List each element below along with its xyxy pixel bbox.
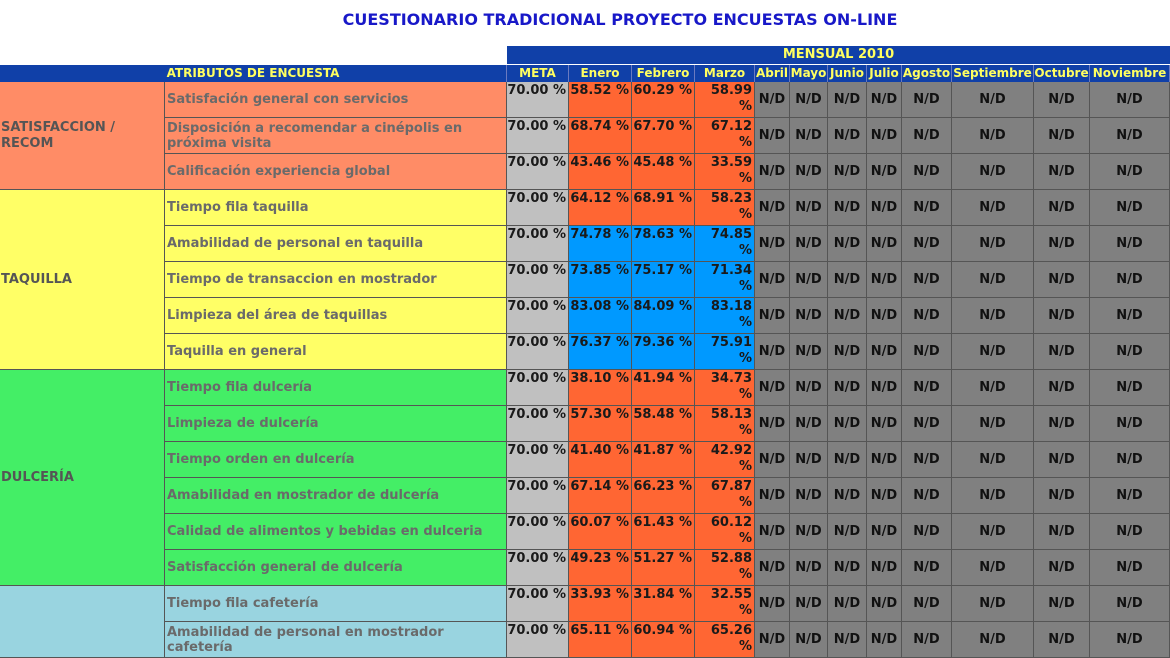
no-data-cell: N/D bbox=[828, 118, 867, 154]
no-data-cell: N/D bbox=[1034, 442, 1090, 478]
attribute-cell: Tiempo fila dulcería bbox=[165, 370, 507, 406]
no-data-cell: N/D bbox=[952, 406, 1034, 442]
month-value-cell: 61.43 % bbox=[632, 514, 695, 550]
no-data-cell: N/D bbox=[1034, 550, 1090, 586]
month-value-cell: 41.40 % bbox=[569, 442, 632, 478]
month-value-cell: 33.59 % bbox=[695, 154, 755, 190]
no-data-cell: N/D bbox=[1090, 442, 1170, 478]
no-data-cell: N/D bbox=[755, 406, 790, 442]
month-value-cell: 76.37 % bbox=[569, 334, 632, 370]
no-data-cell: N/D bbox=[1034, 298, 1090, 334]
no-data-cell: N/D bbox=[867, 262, 902, 298]
meta-value-cell: 70.00 % bbox=[507, 334, 569, 370]
no-data-cell: N/D bbox=[755, 82, 790, 118]
month-value-cell: 83.18 % bbox=[695, 298, 755, 334]
month-value-cell: 38.10 % bbox=[569, 370, 632, 406]
month-value-cell: 58.13 % bbox=[695, 406, 755, 442]
no-data-cell: N/D bbox=[828, 262, 867, 298]
header-month-5: Mayo bbox=[790, 66, 827, 80]
no-data-cell: N/D bbox=[828, 334, 867, 370]
no-data-cell: N/D bbox=[952, 334, 1034, 370]
no-data-cell: N/D bbox=[1034, 478, 1090, 514]
no-data-cell: N/D bbox=[902, 406, 952, 442]
meta-value-cell: 70.00 % bbox=[507, 154, 569, 190]
month-value-cell: 78.63 % bbox=[632, 226, 695, 262]
no-data-cell: N/D bbox=[902, 154, 952, 190]
no-data-cell: N/D bbox=[790, 298, 828, 334]
header-month-11: Noviembre bbox=[1090, 65, 1170, 82]
category-cell: SATISFACCION / RECOM bbox=[0, 82, 165, 190]
no-data-cell: N/D bbox=[902, 478, 952, 514]
meta-value-cell: 70.00 % bbox=[507, 622, 569, 658]
header-month-6: Junio bbox=[828, 65, 867, 82]
no-data-cell: N/D bbox=[828, 478, 867, 514]
attribute-cell: Limpieza de dulcería bbox=[165, 406, 507, 442]
header-month-1: Enero bbox=[569, 65, 632, 82]
no-data-cell: N/D bbox=[867, 190, 902, 226]
no-data-cell: N/D bbox=[828, 226, 867, 262]
no-data-cell: N/D bbox=[1090, 82, 1170, 118]
month-value-cell: 58.99 % bbox=[695, 82, 755, 118]
month-value-cell: 58.48 % bbox=[632, 406, 695, 442]
month-value-cell: 33.93 % bbox=[569, 586, 632, 622]
no-data-cell: N/D bbox=[755, 190, 790, 226]
no-data-cell: N/D bbox=[1034, 118, 1090, 154]
no-data-cell: N/D bbox=[828, 154, 867, 190]
no-data-cell: N/D bbox=[902, 262, 952, 298]
no-data-cell: N/D bbox=[828, 370, 867, 406]
no-data-cell: N/D bbox=[952, 154, 1034, 190]
no-data-cell: N/D bbox=[902, 226, 952, 262]
no-data-cell: N/D bbox=[867, 406, 902, 442]
month-value-cell: 68.91 % bbox=[632, 190, 695, 226]
no-data-cell: N/D bbox=[952, 226, 1034, 262]
no-data-cell: N/D bbox=[790, 370, 828, 406]
no-data-cell: N/D bbox=[755, 442, 790, 478]
attribute-cell: Satisfación general con servicios bbox=[165, 82, 507, 118]
no-data-cell: N/D bbox=[902, 118, 952, 154]
month-value-cell: 43.46 % bbox=[569, 154, 632, 190]
attribute-cell: Amabilidad de personal en taquilla bbox=[165, 226, 507, 262]
no-data-cell: N/D bbox=[1090, 406, 1170, 442]
no-data-cell: N/D bbox=[828, 550, 867, 586]
page-title: CUESTIONARIO TRADICIONAL PROYECTO ENCUESTAS ON-LINE bbox=[342, 10, 898, 29]
header-month-8: Agosto bbox=[902, 66, 951, 80]
no-data-cell: N/D bbox=[902, 370, 952, 406]
attribute-cell: Calificación experiencia global bbox=[165, 154, 507, 190]
no-data-cell: N/D bbox=[1090, 622, 1170, 658]
no-data-cell: N/D bbox=[755, 550, 790, 586]
no-data-cell: N/D bbox=[790, 550, 828, 586]
category-cell bbox=[0, 586, 165, 658]
month-value-cell: 42.92 % bbox=[695, 442, 755, 478]
no-data-cell: N/D bbox=[790, 154, 828, 190]
no-data-cell: N/D bbox=[902, 334, 952, 370]
attribute-cell: Amabilidad de personal en mostrador cafetería bbox=[165, 622, 507, 658]
month-value-cell: 32.55 % bbox=[695, 586, 755, 622]
header-month-9: Septiembre bbox=[952, 65, 1034, 82]
no-data-cell: N/D bbox=[952, 298, 1034, 334]
no-data-cell: N/D bbox=[1034, 514, 1090, 550]
header-month-4: Abril bbox=[755, 66, 789, 80]
no-data-cell: N/D bbox=[755, 622, 790, 658]
no-data-cell: N/D bbox=[755, 334, 790, 370]
no-data-cell: N/D bbox=[755, 262, 790, 298]
month-value-cell: 74.85 % bbox=[695, 226, 755, 262]
month-value-cell: 31.84 % bbox=[632, 586, 695, 622]
meta-value-cell: 70.00 % bbox=[507, 82, 569, 118]
month-value-cell: 73.85 % bbox=[569, 262, 632, 298]
no-data-cell: N/D bbox=[952, 622, 1034, 658]
no-data-cell: N/D bbox=[952, 478, 1034, 514]
meta-value-cell: 70.00 % bbox=[507, 118, 569, 154]
month-value-cell: 83.08 % bbox=[569, 298, 632, 334]
no-data-cell: N/D bbox=[755, 118, 790, 154]
no-data-cell: N/D bbox=[867, 298, 902, 334]
month-value-cell: 67.87 % bbox=[695, 478, 755, 514]
meta-value-cell: 70.00 % bbox=[507, 190, 569, 226]
meta-value-cell: 70.00 % bbox=[507, 586, 569, 622]
meta-value-cell: 70.00 % bbox=[507, 478, 569, 514]
no-data-cell: N/D bbox=[867, 370, 902, 406]
no-data-cell: N/D bbox=[755, 298, 790, 334]
no-data-cell: N/D bbox=[1090, 226, 1170, 262]
attribute-cell: Taquilla en general bbox=[165, 334, 507, 370]
month-value-cell: 51.27 % bbox=[632, 550, 695, 586]
month-value-cell: 74.78 % bbox=[569, 226, 632, 262]
no-data-cell: N/D bbox=[952, 442, 1034, 478]
month-value-cell: 67.12 % bbox=[695, 118, 755, 154]
no-data-cell: N/D bbox=[867, 154, 902, 190]
no-data-cell: N/D bbox=[790, 406, 828, 442]
month-value-cell: 68.74 % bbox=[569, 118, 632, 154]
no-data-cell: N/D bbox=[790, 262, 828, 298]
month-value-cell: 79.36 % bbox=[632, 334, 695, 370]
month-value-cell: 60.29 % bbox=[632, 82, 695, 118]
no-data-cell: N/D bbox=[952, 190, 1034, 226]
month-value-cell: 58.23 % bbox=[695, 190, 755, 226]
no-data-cell: N/D bbox=[867, 118, 902, 154]
no-data-cell: N/D bbox=[790, 334, 828, 370]
attribute-cell: Tiempo fila taquilla bbox=[165, 190, 507, 226]
no-data-cell: N/D bbox=[952, 550, 1034, 586]
attribute-cell: Satisfacción general de dulcería bbox=[165, 550, 507, 586]
no-data-cell: N/D bbox=[902, 190, 952, 226]
header-month-2: Febrero bbox=[632, 65, 695, 82]
no-data-cell: N/D bbox=[1090, 298, 1170, 334]
month-value-cell: 45.48 % bbox=[632, 154, 695, 190]
no-data-cell: N/D bbox=[1090, 118, 1170, 154]
no-data-cell: N/D bbox=[1090, 190, 1170, 226]
category-cell: DULCERÍA bbox=[0, 370, 165, 586]
header-month-7: Julio bbox=[867, 65, 902, 82]
month-value-cell: 60.12 % bbox=[695, 514, 755, 550]
no-data-cell: N/D bbox=[1090, 550, 1170, 586]
no-data-cell: N/D bbox=[867, 226, 902, 262]
month-value-cell: 84.09 % bbox=[632, 298, 695, 334]
month-value-cell: 67.14 % bbox=[569, 478, 632, 514]
attribute-cell: Calidad de alimentos y bebidas en dulceria bbox=[165, 514, 507, 550]
no-data-cell: N/D bbox=[1090, 334, 1170, 370]
no-data-cell: N/D bbox=[902, 514, 952, 550]
attribute-cell: Tiempo fila cafetería bbox=[165, 586, 507, 622]
no-data-cell: N/D bbox=[828, 190, 867, 226]
month-value-cell: 60.94 % bbox=[632, 622, 695, 658]
meta-value-cell: 70.00 % bbox=[507, 442, 569, 478]
no-data-cell: N/D bbox=[952, 514, 1034, 550]
header-month-3: Marzo bbox=[695, 65, 755, 82]
no-data-cell: N/D bbox=[952, 586, 1034, 622]
header-meta: META bbox=[507, 65, 569, 82]
month-value-cell: 57.30 % bbox=[569, 406, 632, 442]
no-data-cell: N/D bbox=[902, 298, 952, 334]
no-data-cell: N/D bbox=[902, 550, 952, 586]
meta-value-cell: 70.00 % bbox=[507, 262, 569, 298]
no-data-cell: N/D bbox=[1034, 226, 1090, 262]
no-data-cell: N/D bbox=[952, 262, 1034, 298]
no-data-cell: N/D bbox=[1034, 406, 1090, 442]
no-data-cell: N/D bbox=[828, 442, 867, 478]
no-data-cell: N/D bbox=[790, 586, 828, 622]
no-data-cell: N/D bbox=[1090, 586, 1170, 622]
no-data-cell: N/D bbox=[952, 82, 1034, 118]
no-data-cell: N/D bbox=[755, 226, 790, 262]
month-value-cell: 64.12 % bbox=[569, 190, 632, 226]
no-data-cell: N/D bbox=[1090, 370, 1170, 406]
no-data-cell: N/D bbox=[828, 514, 867, 550]
no-data-cell: N/D bbox=[1034, 586, 1090, 622]
meta-value-cell: 70.00 % bbox=[507, 226, 569, 262]
month-value-cell: 67.70 % bbox=[632, 118, 695, 154]
no-data-cell: N/D bbox=[867, 550, 902, 586]
no-data-cell: N/D bbox=[867, 586, 902, 622]
no-data-cell: N/D bbox=[1034, 82, 1090, 118]
no-data-cell: N/D bbox=[828, 298, 867, 334]
no-data-cell: N/D bbox=[755, 370, 790, 406]
meta-value-cell: 70.00 % bbox=[507, 370, 569, 406]
attribute-cell: Disposición a recomendar a cinépolis en próxima visita bbox=[165, 118, 507, 154]
no-data-cell: N/D bbox=[867, 478, 902, 514]
no-data-cell: N/D bbox=[867, 514, 902, 550]
no-data-cell: N/D bbox=[828, 82, 867, 118]
no-data-cell: N/D bbox=[1090, 154, 1170, 190]
month-value-cell: 71.34 % bbox=[695, 262, 755, 298]
no-data-cell: N/D bbox=[790, 478, 828, 514]
month-value-cell: 34.73 % bbox=[695, 370, 755, 406]
attribute-cell: Limpieza del área de taquillas bbox=[165, 298, 507, 334]
no-data-cell: N/D bbox=[790, 442, 828, 478]
no-data-cell: N/D bbox=[755, 586, 790, 622]
attribute-cell: Tiempo orden en dulcería bbox=[165, 442, 507, 478]
no-data-cell: N/D bbox=[790, 82, 828, 118]
no-data-cell: N/D bbox=[952, 370, 1034, 406]
meta-value-cell: 70.00 % bbox=[507, 406, 569, 442]
no-data-cell: N/D bbox=[867, 334, 902, 370]
meta-value-cell: 70.00 % bbox=[507, 514, 569, 550]
meta-value-cell: 70.00 % bbox=[507, 298, 569, 334]
no-data-cell: N/D bbox=[755, 154, 790, 190]
no-data-cell: N/D bbox=[828, 586, 867, 622]
header-attributes: ATRIBUTOS DE ENCUESTA bbox=[0, 65, 507, 82]
no-data-cell: N/D bbox=[828, 622, 867, 658]
meta-value-cell: 70.00 % bbox=[507, 550, 569, 586]
no-data-cell: N/D bbox=[867, 622, 902, 658]
no-data-cell: N/D bbox=[1034, 154, 1090, 190]
no-data-cell: N/D bbox=[952, 118, 1034, 154]
no-data-cell: N/D bbox=[902, 622, 952, 658]
no-data-cell: N/D bbox=[828, 406, 867, 442]
period-header: MENSUAL 2010 bbox=[507, 46, 1170, 64]
no-data-cell: N/D bbox=[1034, 370, 1090, 406]
month-value-cell: 58.52 % bbox=[569, 82, 632, 118]
month-value-cell: 66.23 % bbox=[632, 478, 695, 514]
month-value-cell: 75.91 % bbox=[695, 334, 755, 370]
no-data-cell: N/D bbox=[1090, 262, 1170, 298]
no-data-cell: N/D bbox=[902, 82, 952, 118]
no-data-cell: N/D bbox=[1034, 262, 1090, 298]
no-data-cell: N/D bbox=[790, 118, 828, 154]
no-data-cell: N/D bbox=[790, 190, 828, 226]
month-value-cell: 65.11 % bbox=[569, 622, 632, 658]
month-value-cell: 60.07 % bbox=[569, 514, 632, 550]
month-value-cell: 75.17 % bbox=[632, 262, 695, 298]
month-value-cell: 65.26 % bbox=[695, 622, 755, 658]
no-data-cell: N/D bbox=[902, 586, 952, 622]
no-data-cell: N/D bbox=[755, 514, 790, 550]
no-data-cell: N/D bbox=[867, 442, 902, 478]
no-data-cell: N/D bbox=[1090, 514, 1170, 550]
no-data-cell: N/D bbox=[790, 226, 828, 262]
no-data-cell: N/D bbox=[1034, 622, 1090, 658]
attribute-cell: Tiempo de transaccion en mostrador bbox=[165, 262, 507, 298]
no-data-cell: N/D bbox=[1090, 478, 1170, 514]
header-month-10: Octubre bbox=[1034, 66, 1089, 80]
category-cell: TAQUILLA bbox=[0, 190, 165, 370]
no-data-cell: N/D bbox=[1034, 190, 1090, 226]
attribute-cell: Amabilidad en mostrador de dulcería bbox=[165, 478, 507, 514]
no-data-cell: N/D bbox=[867, 82, 902, 118]
no-data-cell: N/D bbox=[1034, 334, 1090, 370]
month-value-cell: 41.94 % bbox=[632, 370, 695, 406]
no-data-cell: N/D bbox=[902, 442, 952, 478]
no-data-cell: N/D bbox=[755, 478, 790, 514]
month-value-cell: 41.87 % bbox=[632, 442, 695, 478]
month-value-cell: 52.88 % bbox=[695, 550, 755, 586]
month-value-cell: 49.23 % bbox=[569, 550, 632, 586]
no-data-cell: N/D bbox=[790, 622, 828, 658]
no-data-cell: N/D bbox=[790, 514, 828, 550]
